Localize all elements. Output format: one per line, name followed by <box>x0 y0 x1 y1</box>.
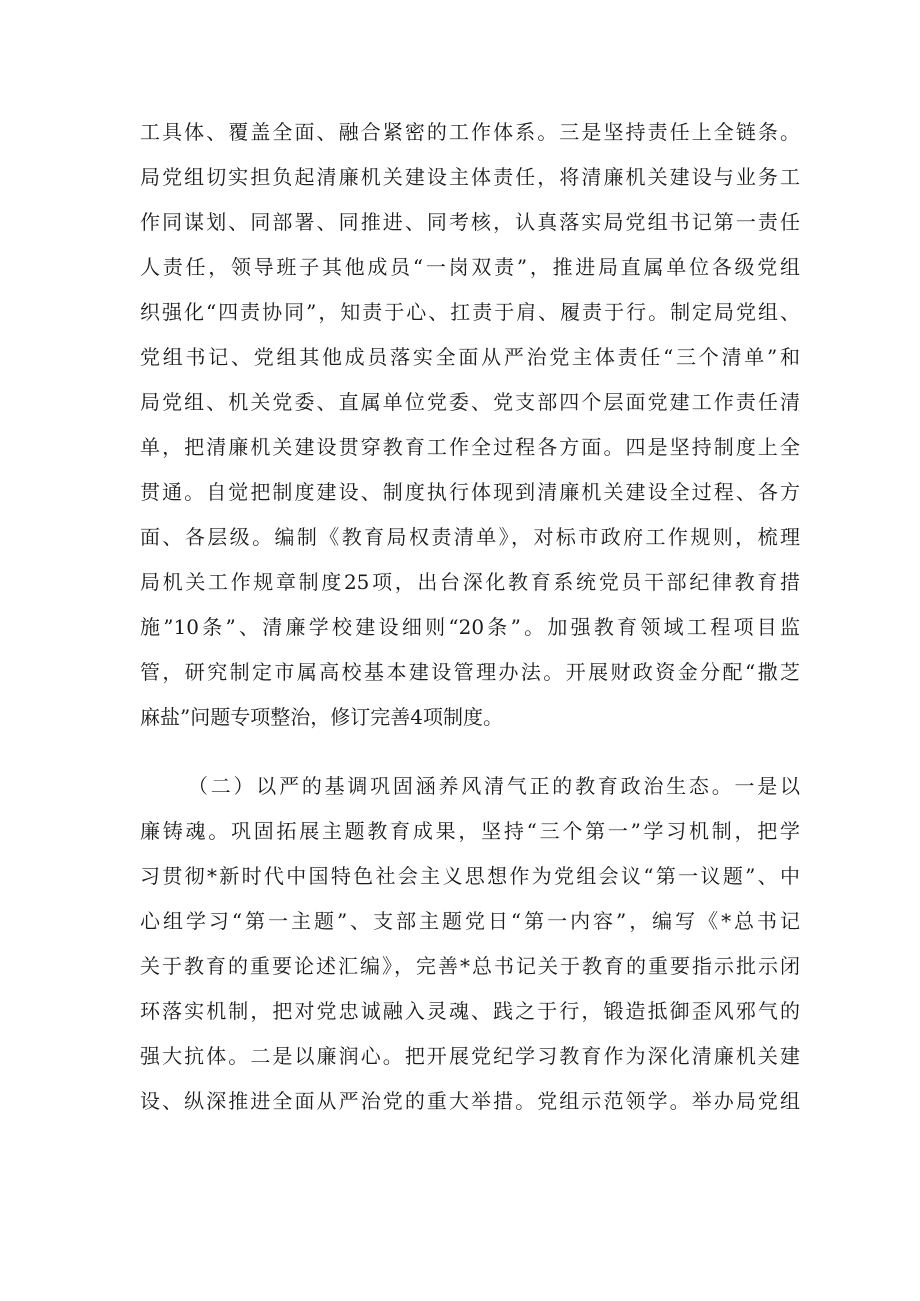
text-line: 面、各层级。编制《教育局权责清单》，对标市政府工作规则，梳理 <box>140 525 800 549</box>
text-line: 局党组、机关党委、直属单位党委、党支部四个层面党建工作责任清 <box>140 390 800 414</box>
text-line: 管，研究制定市属高校基本建设管理办法。开展财政资金分配“撒芝 <box>140 660 800 684</box>
text-line: 织强化“四责协同”，知责于心、扛责于肩、履责于行。制定局党组、 <box>140 300 800 324</box>
text-line: 局机关工作规章制度25项，出台深化教育系统党员干部纪律教育措 <box>140 570 800 594</box>
text-line: 人责任，领导班子其他成员“一岗双责”，推进局直属单位各级党组 <box>140 255 800 279</box>
text-line: 作同谋划、同部署、同推进、同考核，认真落实局党组书记第一责任 <box>140 210 800 234</box>
paragraph-gap <box>140 740 800 764</box>
paragraph-1 <box>140 110 800 740</box>
text-line: 关于教育的重要论述汇编》，完善*总书记关于教育的重要指示批示闭 <box>140 954 800 978</box>
paragraph-2 <box>140 764 800 1124</box>
text-line: 强大抗体。二是以廉润心。把开展党纪学习教育作为深化清廉机关建 <box>140 1044 800 1068</box>
text-line: 廉铸魂。巩固拓展主题教育成果，坚持“三个第一”学习机制，把学 <box>140 819 800 843</box>
text-line: （二）以严的基调巩固涵养风清气正的教育政治生态。一是以 <box>188 774 800 798</box>
text-line: 麻盐”问题专项整治，修订完善4项制度。 <box>140 705 503 729</box>
text-line: 环落实机制，把对党忠诚融入灵魂、践之于行，锻造抵御歪风邪气的 <box>140 999 800 1023</box>
text-line: 党组书记、党组其他成员落实全面从严治党主体责任“三个清单”和 <box>140 345 800 369</box>
text-line: 工具体、覆盖全面、融合紧密的工作体系。三是坚持责任上全链条。 <box>140 120 800 144</box>
text-line: 局党组切实担负起清廉机关建设主体责任，将清廉机关建设与业务工 <box>140 165 800 189</box>
document-body <box>140 110 800 1124</box>
text-line: 设、纵深推进全面从严治党的重大举措。党组示范领学。举办局党组 <box>140 1089 800 1113</box>
text-line: 单，把清廉机关建设贯穿教育工作全过程各方面。四是坚持制度上全 <box>140 435 800 459</box>
text-line: 习贯彻*新时代中国特色社会主义思想作为党组会议“第一议题”、中 <box>140 864 800 888</box>
text-line: 施”10条”、清廉学校建设细则“20条”。加强教育领域工程项目监 <box>140 615 800 639</box>
text-line: 心组学习“第一主题”、支部主题党日“第一内容”，编写《*总书记 <box>140 909 800 933</box>
text-line: 贯通。自觉把制度建设、制度执行体现到清廉机关建设全过程、各方 <box>140 480 800 504</box>
